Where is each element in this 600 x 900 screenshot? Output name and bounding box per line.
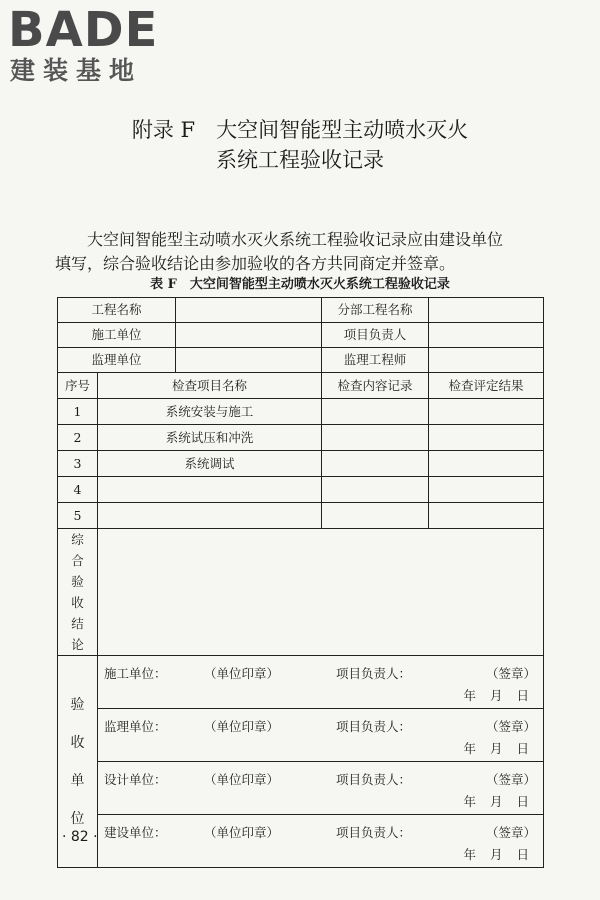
- appendix-title-line2: 系统工程验收记录: [216, 148, 384, 172]
- signature-date: 年 月 日: [463, 794, 529, 809]
- signature-row: [58, 656, 544, 709]
- conclusion-label: [58, 529, 98, 656]
- signature-sign: （签章）: [485, 719, 536, 734]
- signature-unit: 监理单位：: [104, 719, 167, 734]
- item-name: 系统调试: [98, 451, 322, 477]
- info-label: 监理单位: [58, 348, 176, 373]
- item-no: 5: [58, 503, 98, 529]
- info-row: [58, 298, 544, 323]
- logo-text-en: BADE: [8, 2, 159, 58]
- signature-seal: （单位印章）: [204, 666, 280, 681]
- item-record: [322, 477, 429, 503]
- item-result: [429, 477, 544, 503]
- info-value: [176, 323, 322, 348]
- header-no: 序号: [58, 373, 98, 399]
- item-result: [429, 451, 544, 477]
- signature-cell: [98, 709, 544, 762]
- item-record: [322, 425, 429, 451]
- item-name: 系统试压和冲洗: [98, 425, 322, 451]
- info-value: [176, 348, 322, 373]
- item-row: [58, 399, 544, 425]
- item-no: 1: [58, 399, 98, 425]
- conclusion-content: [98, 529, 544, 656]
- info-label: 分部工程名称: [322, 298, 429, 323]
- intro-line1: 大空间智能型主动喷水灭火系统工程验收记录应由建设单位: [87, 230, 504, 249]
- logo-text-cn: 建装基地: [10, 56, 143, 85]
- signature-row: [58, 762, 544, 815]
- item-record: [322, 503, 429, 529]
- header-result: 检查评定结果: [429, 373, 544, 399]
- header-record: 检查内容记录: [322, 373, 429, 399]
- conclusion-row: [58, 529, 544, 656]
- signature-lead: 项目负责人：: [336, 825, 412, 840]
- signature-row: [58, 815, 544, 868]
- item-no: 4: [58, 477, 98, 503]
- header-item: 检查项目名称: [98, 373, 322, 399]
- acceptance-label-char: 收: [70, 734, 85, 751]
- acceptance-label-char: 验: [70, 696, 85, 713]
- signature-sign: （签章）: [485, 825, 536, 840]
- signature-sign: （签章）: [485, 666, 536, 681]
- signature-lead: 项目负责人：: [336, 719, 412, 734]
- signature-seal: （单位印章）: [204, 825, 280, 840]
- conclusion-label-line: 结论: [71, 616, 84, 652]
- item-row: [58, 425, 544, 451]
- signature-unit: 设计单位：: [104, 772, 167, 787]
- page-number: · 82 ·: [62, 829, 98, 845]
- item-no: 2: [58, 425, 98, 451]
- table-caption: 表 F 大空间智能型主动喷水灭火系统工程验收记录: [150, 277, 450, 292]
- signature-cell: [98, 656, 544, 709]
- header-row: [58, 373, 544, 399]
- signature-row: [58, 709, 544, 762]
- item-result: [429, 399, 544, 425]
- signature-unit: 建设单位：: [104, 825, 167, 840]
- item-row: [58, 451, 544, 477]
- info-value: [429, 348, 544, 373]
- item-name: [98, 503, 322, 529]
- info-row: [58, 348, 544, 373]
- info-label: 监理工程师: [322, 348, 429, 373]
- item-result: [429, 503, 544, 529]
- info-label: 工程名称: [58, 298, 176, 323]
- conclusion-label-line: 综合: [71, 532, 84, 568]
- signature-cell: [98, 815, 544, 868]
- intro-line2: 填写，综合验收结论由参加验收的各方共同商定并签章。: [55, 254, 456, 273]
- signature-date: 年 月 日: [463, 688, 529, 703]
- info-row: [58, 323, 544, 348]
- info-label: 项目负责人: [322, 323, 429, 348]
- signature-sign: （签章）: [485, 772, 536, 787]
- item-no: 3: [58, 451, 98, 477]
- item-record: [322, 399, 429, 425]
- signature-seal: （单位印章）: [204, 772, 280, 787]
- item-name: 系统安装与施工: [98, 399, 322, 425]
- item-record: [322, 451, 429, 477]
- acceptance-record-table: [57, 297, 544, 868]
- appendix-title-line1: 附录 F 大空间智能型主动喷水灭火: [131, 118, 469, 142]
- info-value: [429, 323, 544, 348]
- signature-cell: [98, 762, 544, 815]
- signature-unit: 施工单位：: [104, 666, 167, 681]
- acceptance-label-char: 位: [70, 810, 85, 827]
- intro-paragraph: [55, 228, 555, 276]
- signature-seal: （单位印章）: [204, 719, 280, 734]
- info-value: [176, 298, 322, 323]
- acceptance-label-char: 单: [70, 772, 85, 789]
- item-result: [429, 425, 544, 451]
- site-logo: [8, 4, 158, 86]
- signature-lead: 项目负责人：: [336, 666, 412, 681]
- item-name: [98, 477, 322, 503]
- conclusion-label-line: 验收: [71, 574, 84, 610]
- info-label: 施工单位: [58, 323, 176, 348]
- signature-date: 年 月 日: [463, 847, 529, 862]
- item-row: [58, 503, 544, 529]
- info-value: [429, 298, 544, 323]
- signature-lead: 项目负责人：: [336, 772, 412, 787]
- item-row: [58, 477, 544, 503]
- signature-date: 年 月 日: [463, 741, 529, 756]
